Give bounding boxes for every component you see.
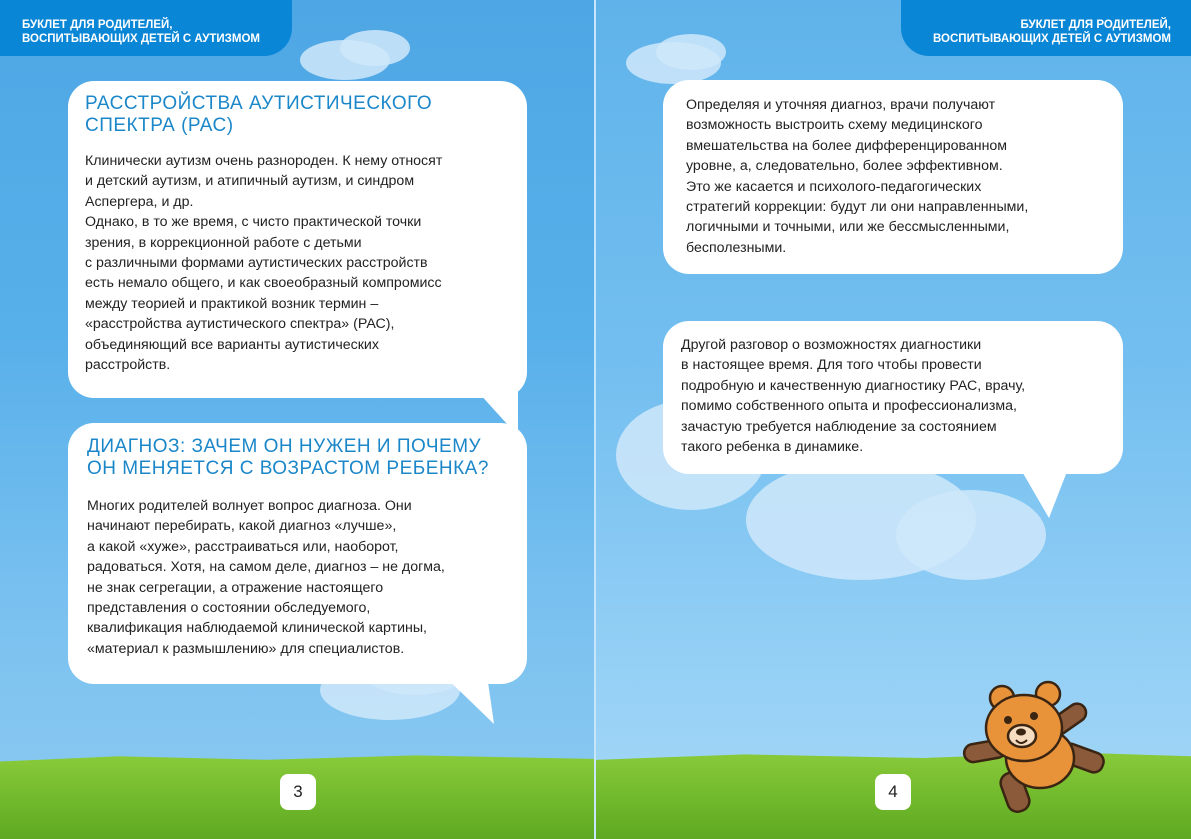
speech-bubble-treatment bbox=[663, 80, 1123, 274]
booklet-header-left bbox=[0, 0, 292, 56]
teddy-bear-icon bbox=[960, 680, 1110, 815]
header-line-2: ВОСПИТЫВАЮЩИХ ДЕТЕЙ С АУТИЗМОМ bbox=[933, 33, 1171, 45]
cloud bbox=[340, 30, 410, 66]
header-line-2: ВОСПИТЫВАЮЩИХ ДЕТЕЙ С АУТИЗМОМ bbox=[22, 33, 260, 45]
speech-bubble-diagnostics bbox=[663, 321, 1123, 474]
speech-bubble-diagnosis bbox=[68, 423, 527, 684]
page-fold bbox=[594, 0, 596, 839]
header-line-1: БУКЛЕТ ДЛЯ РОДИТЕЛЕЙ, bbox=[1020, 19, 1171, 31]
bubble-tail bbox=[436, 668, 498, 726]
header-line-1: БУКЛЕТ ДЛЯ РОДИТЕЛЕЙ, bbox=[22, 19, 173, 31]
page-number: 3 bbox=[280, 774, 316, 810]
section-text: Многих родителей волнует вопрос диагноза. Они начинают перебирать, какой диагноз «лучше», а какой «хуже», расстраиваться или, наоборот, радоваться. Хотя, на самом деле, диагноз – не догма, не знак сегрегации, а отражение настоящего представления о состоянии обследуемого, квалификация наблюдаемой клинической картины, «материал к размышлению» для специалистов. bbox=[87, 498, 445, 657]
booklet-header-right bbox=[901, 0, 1191, 56]
bubble-tail bbox=[1013, 456, 1083, 520]
page-number: 4 bbox=[875, 774, 911, 810]
section-title: ДИАГНОЗ: ЗАЧЕМ ОН НУЖЕН И ПОЧЕМУ ОН МЕНЯЕТСЯ С ВОЗРАСТОМ РЕБЕНКА? bbox=[87, 436, 489, 479]
section-title: РАССТРОЙСТВА АУТИСТИЧЕСКОГО СПЕКТРА (РАС) bbox=[85, 93, 433, 136]
bubble-text: Определяя и уточняя диагноз, врачи получают возможность выстроить схему медицинского вмешательства на более дифференцированном уровне, а, следовательно, более эффективном. Это же касается и психолого-педагогических стратегий коррекции: будут ли они направленными, логичными и точными, или же бессмысленными, бесполезными. bbox=[686, 97, 1029, 256]
cloud bbox=[656, 34, 726, 70]
speech-bubble-ras bbox=[68, 81, 527, 398]
bubble-text: Другой разговор о возможностях диагностики в настоящее время. Для того чтобы провести подробную и качественную диагностику РАС, врачу, помимо собственного опыта и профессионализма, зачастую требуется наблюдение за состоянием такого ребенка в динамике. bbox=[681, 337, 1026, 456]
section-text: Клинически аутизм очень разнороден. К нему относят и детский аутизм, и атипичный аутизм, и синдром Аспергера, и др. Однако, в то же время, с чисто практической точки зрения, в коррекционной работе с детьми с различными формами аутистических расстройств есть немало общего, и как своеобразный компромисс между теорией и практикой возник термин – «расстройства аутистического спектра» (РАС), объединяющий все варианты аутистических расстройств. bbox=[85, 153, 443, 374]
